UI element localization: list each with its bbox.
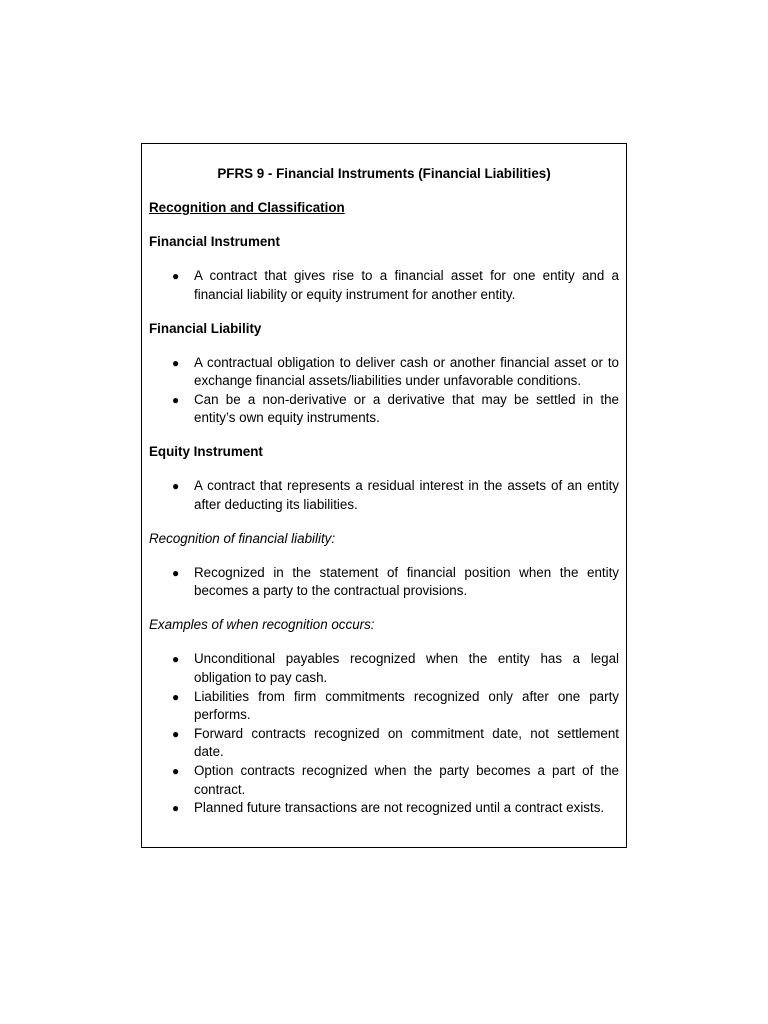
document-box bbox=[141, 143, 627, 848]
examples-list bbox=[149, 650, 619, 817]
bullet-icon: ● bbox=[172, 268, 180, 283]
list-item bbox=[149, 267, 619, 304]
bullet-icon: ● bbox=[172, 801, 180, 816]
bullet-icon: ● bbox=[172, 726, 180, 741]
bullet-icon: ● bbox=[172, 565, 180, 580]
list-item-text: Option contracts recognized when the party becomes a part of the contract. bbox=[194, 762, 619, 797]
financial-instrument-list bbox=[149, 267, 619, 304]
financial-liability-heading: Financial Liability bbox=[149, 320, 262, 336]
section-heading-recognition-classification: Recognition and Classification bbox=[149, 199, 345, 215]
recognition-heading: Recognition of financial liability: bbox=[149, 530, 336, 546]
list-item bbox=[149, 391, 619, 428]
list-item-text: A contractual obligation to deliver cash or another financial asset or to exchange financial assets/liabilities under unfavorable conditions. bbox=[194, 354, 619, 389]
list-item-text: Can be a non-derivative or a derivative that may be settled in the entity’s own equity instruments. bbox=[194, 391, 619, 426]
list-item bbox=[149, 762, 619, 799]
bullet-icon: ● bbox=[172, 479, 180, 494]
list-item-text: Planned future transactions are not recognized until a contract exists. bbox=[194, 800, 605, 816]
list-item bbox=[149, 564, 619, 601]
list-item-text: Liabilities from firm commitments recognized only after one party performs. bbox=[194, 688, 619, 723]
list-item-text: Unconditional payables recognized when the entity has a legal obligation to pay cash. bbox=[194, 651, 619, 685]
financial-liability-list bbox=[149, 354, 619, 428]
financial-instrument-heading: Financial Instrument bbox=[149, 233, 280, 249]
recognition-list bbox=[149, 564, 619, 601]
bullet-icon: ● bbox=[172, 355, 180, 370]
list-item bbox=[149, 725, 619, 762]
bullet-icon: ● bbox=[172, 392, 180, 407]
list-item-text: A contract that represents a residual interest in the assets of an entity after deducting its liabilities. bbox=[194, 478, 619, 512]
bullet-icon: ● bbox=[172, 689, 180, 704]
list-item bbox=[149, 477, 619, 514]
list-item bbox=[149, 650, 619, 687]
list-item bbox=[149, 799, 619, 818]
bullet-icon: ● bbox=[172, 763, 180, 778]
list-item bbox=[149, 688, 619, 725]
equity-instrument-heading: Equity Instrument bbox=[149, 444, 263, 460]
list-item-text: Forward contracts recognized on commitment date, not settlement date. bbox=[194, 725, 619, 760]
bullet-icon: ● bbox=[172, 652, 180, 667]
list-item-text: Recognized in the statement of financial position when the entity becomes a party to the contractual provisions. bbox=[194, 564, 619, 599]
examples-heading: Examples of when recognition occurs: bbox=[149, 617, 375, 633]
list-item-text: A contract that gives rise to a financial asset for one entity and a financial liability or equity instrument for another entity. bbox=[194, 267, 619, 302]
equity-instrument-list bbox=[149, 477, 619, 514]
list-item bbox=[149, 354, 619, 391]
document-title: PFRS 9 - Financial Instruments (Financial Liabilities) bbox=[217, 166, 551, 181]
